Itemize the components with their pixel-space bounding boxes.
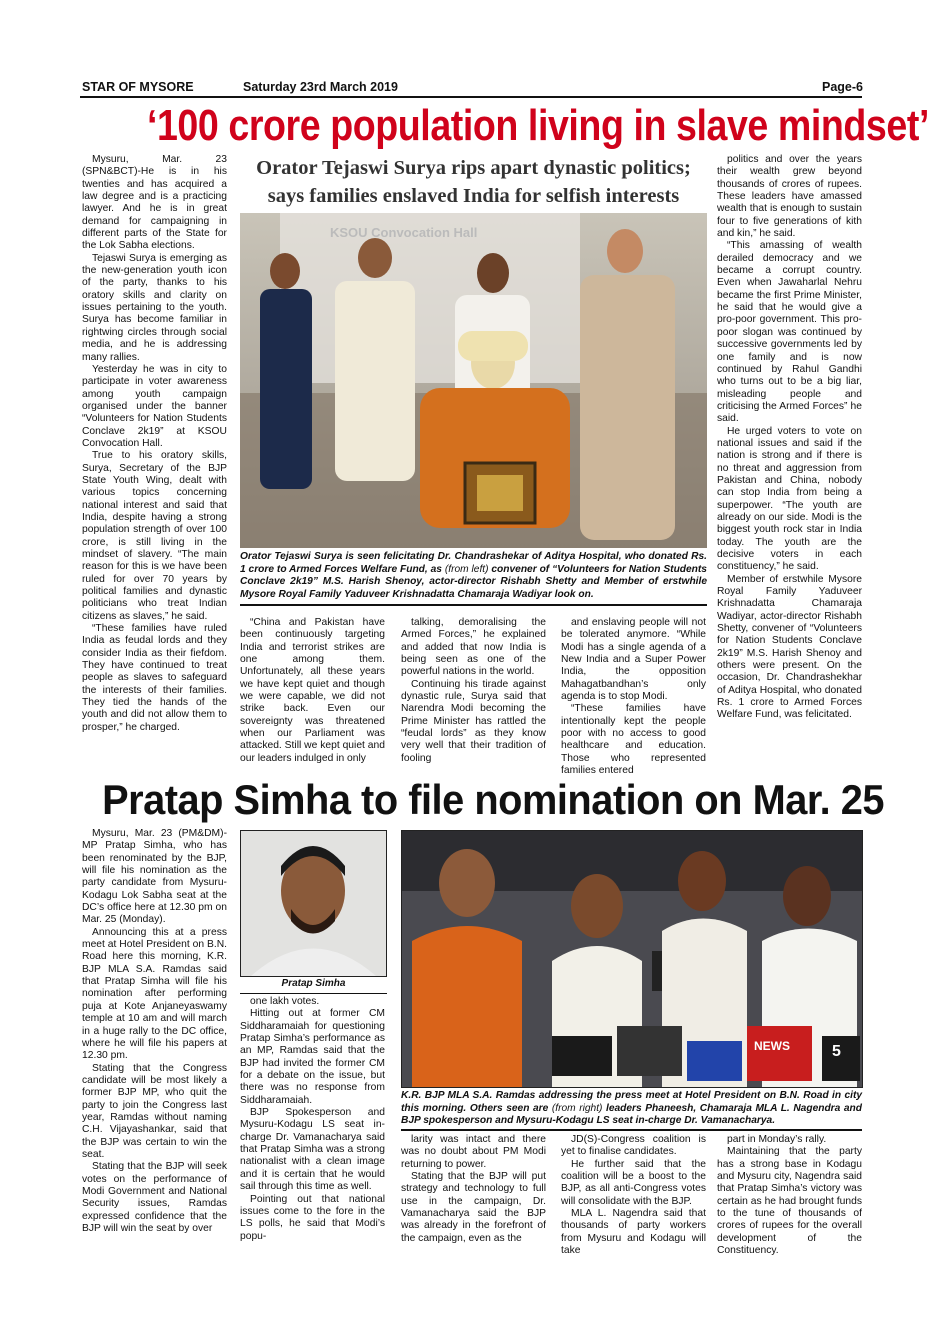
paragraph: “These families have ruled India as feudal lords and they consider India as their fiefdom. They have continued to treat people as slaves to safeguard the interests of their families. They tied the hands of the youth and did not allow them to prosper,” he charged.: [82, 623, 227, 733]
caption2-text-a: K.R. BJP MLA S.A. Ramdas addressing the press meet at Hotel President on B.N. Road in city this morning. Others seen are: [401, 1090, 862, 1114]
caption2-rule: [401, 1129, 862, 1131]
story2-column-2: [240, 996, 385, 1268]
press-meet-photo: [401, 830, 863, 1088]
masthead-rule: [80, 96, 862, 98]
story1-column-3: [401, 617, 546, 780]
paragraph: “China and Pakistan have been continuously targeting India and terrorist strikes are one among them. Unfortunately, all these years we have kept quiet and though we were capable, we did not strike back. Even our sovereignty was threatened when our Parliament was attacked. Still we kept quiet and our leaders indulged in only: [240, 617, 385, 764]
paragraph: one lakh votes.: [250, 996, 320, 1007]
paragraph: Hitting out at former CM Siddharamaiah for questioning Pratap Simha’s performance as an MP, Ramdas said that the BJP had invited the former CM for a debate on the issue, but there was no response from Siddharamaiah.: [240, 1008, 385, 1106]
caption-text-c: convener of “Volunteers for Nation Students Conclave 2k19” M.S. Harish Shenoy, actor-director Rishabh Shetty and Member of erstwhile Mysore Royal Family Yaduveer Krishnadatta Chamaraja Wadiyar look on.: [240, 563, 707, 600]
paragraph: Member of erstwhile Mysore Royal Family Yaduveer Krishnadatta Chamaraja Wadiyar, actor-director Rishabh Shetty, convener of “Volunteers for Nation Students Conclave 2k19” M.S. Harish Shenoy and others were present. On the occasion, Dr. Chandrashekhar of Aditya Hospital, who donated Rs. 1 crore to Armed Forces Welfare Fund, was felicitated.: [717, 573, 862, 721]
paragraph: “This amassing of wealth derailed democracy and we became a corrupt country. Even when Jawaharlal Nehru became the first Prime Minister, he said that he would give a pro-poor government. This pro-poor slogan was continued by successive governments led by one family and is now continued by Rahul Gandhi who turns out to be a big liar, misleading people and criticising the Armed Forces” he said.: [717, 240, 862, 425]
paragraph: Stating that the Congress candidate will be most likely a former BJP MP, who quit the party to join the Congress last year, Ramdas without naming C.H. Vijayashankar, said that the BJP was certain to win the seat.: [82, 1062, 227, 1160]
mic-label-news: NEWS: [754, 1039, 790, 1053]
paragraph: politics and over the years their wealth grew beyond thousands of crores of rupees. These leaders have amassed wealth that is enough to sustain four to five generations of kith and kin,” he said.: [717, 154, 862, 240]
paragraph: Tejaswi Surya is emerging as the new-generation youth icon of the party, thanks to his oratory skills and clarity on issues pertaining to the youth. Surya has become familiar in rightwing circles through social media, and he is addressing many rallies.: [82, 252, 227, 363]
story1-photo-caption: [240, 551, 707, 601]
story1-column-4: [561, 617, 706, 780]
paragraph: Mysuru, Mar. 23 (PM&DM)-MP Pratap Simha, who has been renominated by the BJP, will file his nomination as the party candidate from Mysuru-Kodagu Lok Sabha seat at the DC’s office here at 12.30 pm on Mar. 25 (Monday).: [82, 828, 227, 926]
paragraph: Mysuru, Mar. 23 (SPN&BCT)-He is in his twenties and has acquired a law degree and is a practicing lawyer. And he is in great demand for campaigning in different parts of the State for the Lok Sabha elections.: [82, 154, 227, 252]
paragraph: Pointing out that national issues come to the fore in the LS polls, he said that Modi’s popu-: [240, 1193, 385, 1242]
paragraph: Yesterday he was in city to participate in voter awareness among youth campaign organised under the banner “Volunteers for Nation Students Conclave 2k19” at KSOU Convocation Hall.: [82, 363, 227, 449]
caption-rule: [240, 604, 707, 606]
story1-deck: [240, 154, 707, 210]
story2-photo-caption: [401, 1090, 862, 1128]
story1-deck-line-2: says families enslaved India for selfish interests: [267, 185, 680, 207]
paragraph: “These families have intentionally kept the people poor with no access to good healthcare and education. Those who represented families entered: [561, 703, 706, 777]
issue-date: Saturday 23rd March 2019: [243, 80, 398, 94]
paragraph: and enslaving people will not be tolerated anymore. “While Modi has a single agenda of a New India and a Super Power India, the opposition Mahagatbandhan’s only agenda is to stop Modi.: [561, 617, 706, 703]
paragraph: Stating that the BJP will seek votes on the performance of Modi Government and National Security issues, Ramdas expressed confidence that the BJP will win the seat by over: [82, 1161, 227, 1234]
page-number: Page-6: [822, 80, 863, 94]
caption-text-a: Orator Tejaswi Surya is seen felicitating Dr. Chandrashekar of Aditya Hospital, who donated Rs. 1 crore to Armed Forces Welfare Fund, as: [240, 551, 707, 575]
story2-headline: Pratap Simha to file nomination on Mar. 25: [102, 776, 885, 823]
caption2-text-b: (from right): [551, 1102, 603, 1114]
pratap-simha-mugshot: [241, 831, 386, 976]
paragraph: Continuing his tirade against dynastic rule, Surya said that Narendra Modi becoming the Prime Minister has rattled the “feudal lords” as they know very well that their tradition of fooling: [401, 678, 546, 764]
paragraph: Announcing this at a press meet at Hotel President on B.N. Road here this morning, K.R. BJP MLA S.A. Ramdas said that Pratap Simha will file his nomination after performing puja at Kote Anjaneyaswamy temple at 10 am and will march in a huge rally to the DC office, where he will file his papers at 12.30 pm.: [82, 926, 227, 1062]
paragraph: Stating that the BJP will put strategy and technology to full use in the campaign, Dr. Vamanacharya said the BJP was already in the forefront of the campaign, even as the: [401, 1171, 546, 1244]
press-meet-image: [402, 831, 862, 1087]
paper-name: STAR OF MYSORE: [82, 80, 194, 94]
paragraph: larity was intact and there was no doubt about PM Modi returning to power.: [401, 1134, 546, 1170]
story1-column-2: [240, 617, 385, 780]
mugshot-caption: Pratap Simha: [281, 978, 346, 989]
story2-column-3: [401, 1134, 546, 1268]
paragraph: JD(S)-Congress coalition is yet to finalise candidates.: [561, 1134, 706, 1158]
paragraph: MLA L. Nagendra said that thousands of party workers from Mysuru and Kodagu will take: [561, 1208, 706, 1257]
story1-deck-line-1: Orator Tejaswi Surya rips apart dynastic politics;: [256, 157, 691, 179]
paragraph: True to his oratory skills, Surya, Secretary of the BJP State Youth Wing, dealt with various topics concerning national interest and said that India, despite having a strong population strength of over 100 crore, is still living in the mindset of slavery. “The main reason for this is we have been ruled for over 70 years by political families and dynastic politicians who treat Indian citizens as slaves,” he said.: [82, 450, 227, 622]
story1-column-5: [717, 154, 862, 780]
story2-column-5: [717, 1134, 862, 1268]
story2-column-1: [82, 828, 227, 1268]
story2-column-4: [561, 1134, 706, 1268]
story1-headline: ‘100 crore population living in slave mindset’: [146, 101, 929, 150]
paragraph: BJP Spokesperson and Mysuru-Kodagu LS seat in-charge Dr. Vamanacharya said that Pratap Simha was a strong nationalist with a clean image and it is certain that he would sail through this time as well.: [240, 1107, 385, 1193]
paragraph: He urged voters to vote on national issues and said if the nation is strong and if there is no threat and aggression from Pakistan and China, nobody can stop India from being a superpower. “The youth are already on our side. Modi is the biggest youth rock star in India today. The youth are the decisive voters in each constituency,” he said.: [717, 425, 862, 573]
felicitation-photo: [240, 213, 707, 548]
photo-banner-text: KSOU Convocation Hall: [330, 225, 478, 240]
mugshot-rule: [240, 993, 387, 994]
mic-label-five: 5: [832, 1043, 841, 1060]
paragraph: He further said that the coalition will be a boost to the BJP, as all anti-Congress votes will consolidate with the BJP.: [561, 1158, 706, 1207]
story1-photo: [240, 213, 707, 548]
mugshot-frame: [240, 830, 387, 977]
paragraph: part in Monday’s rally.: [727, 1134, 827, 1145]
caption2-text-c: leaders Phaneesh, Chamaraja MLA L. Nagendra and BJP spokesperson and Mysuru-Kodagu LS seat in-charge Dr. Vamanacharya.: [401, 1102, 862, 1126]
caption-text-b: (from left): [444, 563, 489, 575]
paragraph: Maintaining that the party has a strong base in Kodagu and Mysuru city, Nagendra said that Pratap Simha’s victory was certain as he had brought funds to the tune of thousands of crores of rupees for the overall development of the Constituency.: [717, 1146, 862, 1257]
paragraph: talking, demoralising the Armed Forces,” he explained and added that now India is being seen as one of the powerful nations in the world.: [401, 617, 546, 678]
story1-column-1: [82, 154, 227, 780]
